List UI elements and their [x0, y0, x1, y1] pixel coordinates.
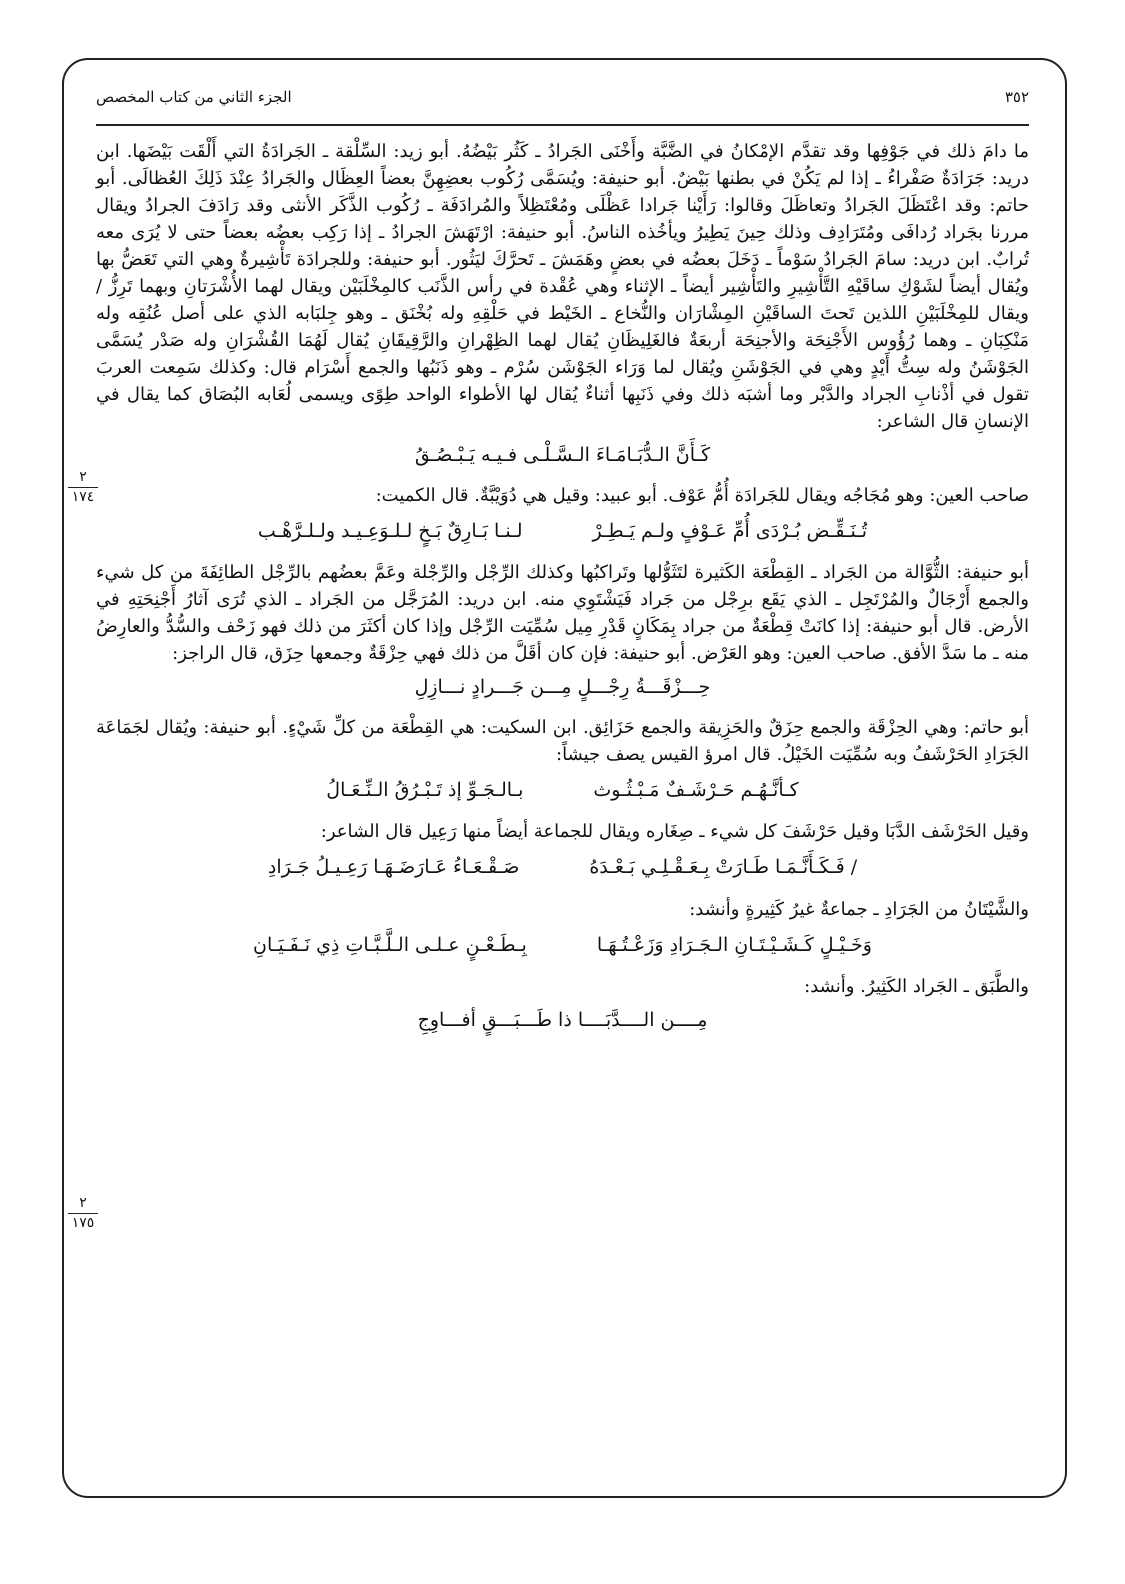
verse-hemistich-right: كـأنَّـهُـم حَـرْشَـفٌ مَـبْـثُـوث: [593, 778, 799, 801]
page-header: [96, 80, 1029, 114]
page-body: [96, 138, 1029, 1488]
verse: مِــــن الــــدَّبَــــا ذا طَـــبَـــقٍ أفـــاوِجِ: [417, 1009, 708, 1031]
paragraph: أبو حاتم: وهي الحِزْقَة والجمع حِزَقٌ والحَزِيقة والجمع حَزَائِق. ابن السكيت: هي القِطْعَة من كلِّ شَيْءٍ. أبو حنيفة: ويُقال لجَمَاعَة الجَرَادِ الحَرْشَفُ وبه سُمِّيَت الخَيْلُ. قال امرؤ القيس يصف جيشاً:: [96, 716, 1029, 765]
paragraph: والشَّيْتَانُ من الجَرَادِ ـ جماعةٌ غيرُ كَثِيرةٍ وأنشد:: [689, 898, 1029, 920]
verse-hemistich-left: لـنـا بَـارِقٌ بَـخٍ لـلـوَعِـيـد ولـلـرَّهْـب: [257, 519, 523, 542]
page-title: الجزء الثاني من كتاب المخصص: [96, 88, 292, 106]
verse: كَـأَنَّ الـدُّبَـامَـاءَ الـسَّـلْـى فـيـه يَـبْـصُـقُ: [414, 444, 711, 466]
header-rule: [96, 124, 1029, 126]
verse-hemistich-right: تُـنَـقِّـض بُـرْدَى أُمِّ عَـوْفٍ ولـم يَـطِـرْ: [592, 519, 868, 542]
verse-hemistich-right: وَخَـيْـلٍ كَـشَـيْـتَـانِ الـجَـرَادِ وَزَعْـتُـهَـا: [596, 933, 872, 956]
paragraph: صاحب العين: وهو مُجَاجُه ويقال للجَرادَة أُمُّ عَوْف. أبو عبيد: وقيل هي دُوَيْبَّةٌ. قال الكميت:: [375, 484, 1029, 506]
paragraph: وقيل الحَرْشَف الدَّبَا وقيل حَرْشَفَ كل شيء ـ صِغَاره ويقال للجماعة أيضاً منها رَعِيل قال الشاعر:: [320, 821, 1029, 842]
paragraph: أبو حنيفة: الثُّوَّالة من الجَراد ـ القِطْعَة الكَثيرة لتَثَوُّلها وتَراكبُها وكذلك الرِّجْل والرِّجْلة وعَمَّ بعضُهم بالرِّجْل الطائِفَةَ من كل شيء والجمع أَرْجَالٌ والمُرْتَجِل ـ الذي يَقَع برِجْل من جَراد فَيَشْتَوِي منه. ابن دريد: المُرَجَّل من الجَراد ـ الذي تُرَى آثارُ أَجْنِحَتِهِ في الأرض. قال أبو حنيفة: إذا كانَتْ قِطْعَةٌ من جراد بِمَكَانٍ قَدْرِ مِيل سُمِّيَت الرِّجْل وإذا كان أكثَرَ من ذلك فهو زَحْف والسُّدُّ والعارِضُ منه ـ ما سَدَّ الأفق. صاحب العين: وهو العَرْض. أبو حنيفة: فإن كان أقَلَّ من ذلك فهي حِزْقَةٌ وجمعها حِزَق، قال الراجز:: [96, 562, 1029, 664]
page-number: ٣٥٢: [1004, 88, 1029, 106]
verse: [96, 517, 1029, 546]
verse-hemistich-left: بِـطَـعْـنٍ عـلـى الـلَّـبَّـاتِ ذِي نَـفَـيَـانِ: [253, 933, 527, 956]
margin-note-2: ٢ ١٧٥: [68, 1196, 98, 1232]
verse: [96, 931, 1029, 960]
verse-hemistich-left: صَـقْـعَـاءُ عَـارَضَـهَـا رَعِـيـلُ جَـرَادِ: [267, 856, 520, 878]
verse-hemistich-left: بـالـجَـوِّ إذ تَـبْـرُقُ الـنِّـعَـالُ: [326, 778, 524, 801]
verse: [96, 853, 1029, 882]
verse-hemistich-right: / فَـكَـأَنَّـمَـا طَـارَتْ بِـعَـقْـلِـي بَـعْـدَهُ: [589, 856, 858, 878]
paragraph: ما دامَ ذلك في جَوْفِها وقد تقدَّم الإمْكانُ في الضَّبَّة وأَخْنَى الجَرادُ ـ كَثُر بَيْضُهُ. أبو زيد: السِّلْقة ـ الجَرادَةُ التي أَلْقَت بَيْضَها. ابن دريد: جَرَادَةٌ صَفْراءُ ـ إذا لم يَكُنْ في بطنها بَيْضٌ. أبو حنيفة: ويُسَمَّى رُكُوب بعضِهِنَّ بعضاً العِظَال والجَرادُ عِنْدَ ذَلِكَ العُظالَى. أبو حاتم: وقد اعْتَظَلَ الجَرادُ وتعاظَلَ وقالوا: رَأَيْنا جَرادا عَظْلَى ومُعْتَظِلاً والمُرادَفَة ـ رُكُوب الذَّكَر الأنثى وقد رَادَفَ الجرادُ ويقال مررنا بجَراد رُدافَى ومُتَرَادِف وذلك حِينَ يَطِيرُ ويأخُذه الناسُ. أبو حنيفة: ارْتَهَشَ الجرادُ ـ إذا رَكِب بعضُه بعضاً حتى لا يُرَى معه تُرابٌ. ابن دريد: سامَ الجَرادُ سَوْماً ـ دَخَلَ بعضُه في بعضٍ وهَمَشَ ـ تَحرَّكَ ليَثُور. أبو حنيفة: وللجرادَة تَأْشِيرةٌ وهي التي تَعَضُّ بها ويُقال أيضاً لشَوْكِ ساقَيْهِ التَّأْشِيرِ والتَأْشِير أيضاً ـ الإثناء وهي عُقْدة في رأس الذَّنَب كالمِخْلَبَيْن ويقال لهما الأُشْرَتانِ وبهما تَرِزُّ / ويقال للمِخْلَبَيْنِ اللذين تَحتَ الساقَيْنِ المِشْارَان والنُّخاع ـ الخَيْط في حَلْقِهِ وله بُخْنَق ـ وهو جِلبَابه الذي على أصل عُنُقِه وله مَنْكِبَانِ ـ وهما رُؤُوس الأَجْنِحَة والأجنِحَة أربعَةٌ فالغَلِيظَانِ يُقال لهما الظِهْرانِ والرَّقِيقَانِ يُقال لَهُمَا القُشْرَانِ وله صَدْر يُسَمَّى الجَوْشَنُ وله سِتُّ أَيْدٍ وهي في الجَوْشَنِ ويُقال لما وَرَاء الجَوْشَن سُرْم ـ وهو ذَنَبُها والجمع أَسْرَام قال: وكذلك سَمِعت العربَ تقول في أذْنابِ الجراد والدَّبْر وما أشبَه ذلك وفي ذَنَبِها أثناءٌ يُقال لها الأطواء الواحد طِوًى ويسمى لُعَابه البُصَاق كما يقال في الإنسانِ قال الشاعر:: [96, 141, 1029, 432]
margin-note-1: ٢ ١٧٤: [68, 470, 98, 506]
verse: [96, 776, 1029, 805]
paragraph: والطَّبَق ـ الجَراد الكَثِيرُ. وأنشد:: [804, 976, 1029, 997]
verse: حِـــزْقَـــةُ رِجْـــلٍ مِـــن جَـــرادٍ نـــازِلِ: [414, 676, 711, 698]
